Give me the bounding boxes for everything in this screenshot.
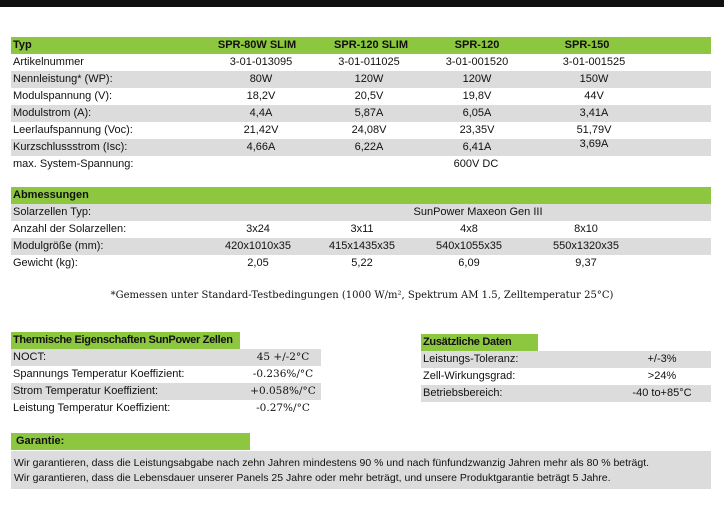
dimensions-header-row [11, 187, 711, 204]
cell-value: 6,41A [462, 141, 492, 153]
specs-row [11, 122, 711, 139]
dims-row [11, 238, 711, 255]
cell-value: -0.27%/°C [256, 402, 310, 414]
cell-value: 21,42V [243, 124, 279, 136]
cell-value: -40 to+85°C [632, 387, 692, 399]
row-label: Leistungs-Toleranz: [423, 353, 519, 365]
row-label: Nennleistung* (WP): [13, 73, 113, 85]
cell-value: +/-3% [647, 353, 677, 365]
cell-value: 5,22 [351, 257, 373, 269]
specs-table [11, 37, 711, 173]
cell-value: +0.058%/°C [250, 385, 316, 397]
cell-value: 3,69A [579, 138, 609, 150]
row-label: Zell-Wirkungsgrad: [423, 370, 516, 382]
thermal-row [11, 383, 321, 400]
specs-header-row [11, 37, 711, 54]
warranty-body [11, 451, 711, 489]
cell-value: 3x11 [350, 223, 374, 235]
cell-value: 80W [249, 73, 273, 85]
thermal-row [11, 349, 321, 366]
cell-value: 415x1435x35 [328, 240, 396, 252]
cell-value: 3x24 [246, 223, 270, 235]
specs-header-type: Typ [13, 39, 32, 51]
row-label: NOCT: [13, 351, 46, 363]
extra-title: Zusätzliche Daten [423, 336, 512, 348]
cell-value: 2,05 [247, 257, 269, 269]
row-label: Gewicht (kg): [13, 257, 78, 269]
footnote: *Gemessen unter Standard-Testbedingungen (1000 W/m², Spektrum AM 1.5, Zelltemperatur 25°C) [110, 290, 614, 301]
cell-value: 24,08V [351, 124, 387, 136]
row-label: max. System-Spannung: [13, 158, 134, 170]
cell-value: 3-01-013095 [229, 56, 293, 68]
cell-value: -0.236%/°C [252, 368, 314, 380]
row-label: Modulgröße (mm): [13, 240, 104, 252]
cell-value: 20,5V [354, 90, 384, 102]
cell-value: 4,66A [246, 141, 276, 153]
row-label: Modulstrom (A): [13, 107, 92, 119]
cell-value: 6,22A [354, 141, 384, 153]
cell-value: 9,37 [575, 257, 597, 269]
extra-row [421, 351, 711, 368]
specs-row [11, 105, 711, 122]
thermal-row [11, 366, 321, 383]
cell-value: 45 +/-2°C [256, 351, 310, 363]
cell-value: 540x1055x35 [435, 240, 503, 252]
cell-value: 3,41A [579, 107, 609, 119]
cell-value: 44V [584, 90, 604, 102]
thermal-row [11, 400, 321, 417]
dims-row [11, 204, 711, 221]
specs-header-col4: SPR-150 [564, 39, 610, 51]
warranty-header [11, 433, 250, 450]
cell-value: 550x1320x35 [552, 240, 620, 252]
row-label: Spannungs Temperatur Koeffizient: [13, 368, 185, 380]
thermal-table [11, 332, 321, 417]
cell-value: 5,87A [354, 107, 384, 119]
row-label: Modulspannung (V): [13, 90, 113, 102]
specs-header-col1: SPR-80W SLIM [217, 39, 297, 51]
extra-header [421, 334, 538, 351]
dimensions-title: Abmessungen [13, 189, 89, 201]
row-label: Kurzschlussstrom (Isc): [13, 141, 128, 153]
specs-row [11, 88, 711, 105]
cell-value: 23,35V [459, 124, 495, 136]
cell-value: 150W [579, 73, 609, 85]
specs-row [11, 71, 711, 88]
thermal-title: Thermische Eigenschaften SunPower Zellen [13, 334, 233, 346]
cell-value: 8x10 [574, 223, 598, 235]
cell-value: 18,2V [246, 90, 276, 102]
specs-max-voltage-row [11, 156, 711, 173]
dims-row [11, 221, 711, 238]
dimensions-table [11, 187, 711, 272]
row-label: Artikelnummer [13, 56, 84, 68]
warranty-title: Garantie: [16, 435, 65, 447]
cell-value: 3-01-011025 [338, 56, 400, 68]
cell-value: 6,09 [458, 257, 480, 269]
cell-value: 19,8V [462, 90, 492, 102]
specs-header-col2: SPR-120 SLIM [334, 39, 408, 51]
cell-value: 4,4A [249, 107, 273, 119]
specs-row [11, 54, 711, 71]
top-bar [0, 0, 724, 7]
row-label: Betriebsbereich: [423, 387, 503, 399]
max-voltage-value: 600V DC [453, 158, 499, 170]
cell-value: 51,79V [576, 124, 612, 136]
warranty-line: Wir garantieren, dass die Lebensdauer unserer Panels 25 Jahre oder mehr beträgt, und unsere Produktgarantie beträgt 5 Jahre. [14, 472, 611, 484]
extra-row [421, 368, 711, 385]
warranty-line: Wir garantieren, dass die Leistungsabgabe nach zehn Jahren mindestens 90 % und nach fünfundzwanzig Jahren mehr als 80 % beträgt. [14, 457, 650, 469]
cell-type-value: SunPower Maxeon Gen III [413, 206, 543, 218]
row-label: Leistung Temperatur Koeffizient: [13, 402, 171, 414]
cell-value: 3-01-001525 [562, 56, 626, 68]
specs-row [11, 139, 711, 156]
row-label: Solarzellen Typ: [13, 206, 92, 218]
row-label: Strom Temperatur Koeffizient: [13, 385, 159, 397]
cell-value: 420x1010x35 [224, 240, 292, 252]
extra-row [421, 385, 711, 402]
specs-header-col3: SPR-120 [454, 39, 500, 51]
cell-value: 3-01-001520 [445, 56, 509, 68]
cell-value: 6,05A [462, 107, 492, 119]
dims-row [11, 255, 711, 272]
cell-value: 4x8 [460, 223, 478, 235]
cell-value: >24% [647, 370, 677, 382]
extra-table [421, 334, 711, 402]
row-label: Leerlaufspannung (Voc): [13, 124, 133, 136]
thermal-header [11, 332, 240, 349]
cell-value: 120W [462, 73, 492, 85]
cell-value: 120W [354, 73, 384, 85]
row-label: Anzahl der Solarzellen: [13, 223, 127, 235]
